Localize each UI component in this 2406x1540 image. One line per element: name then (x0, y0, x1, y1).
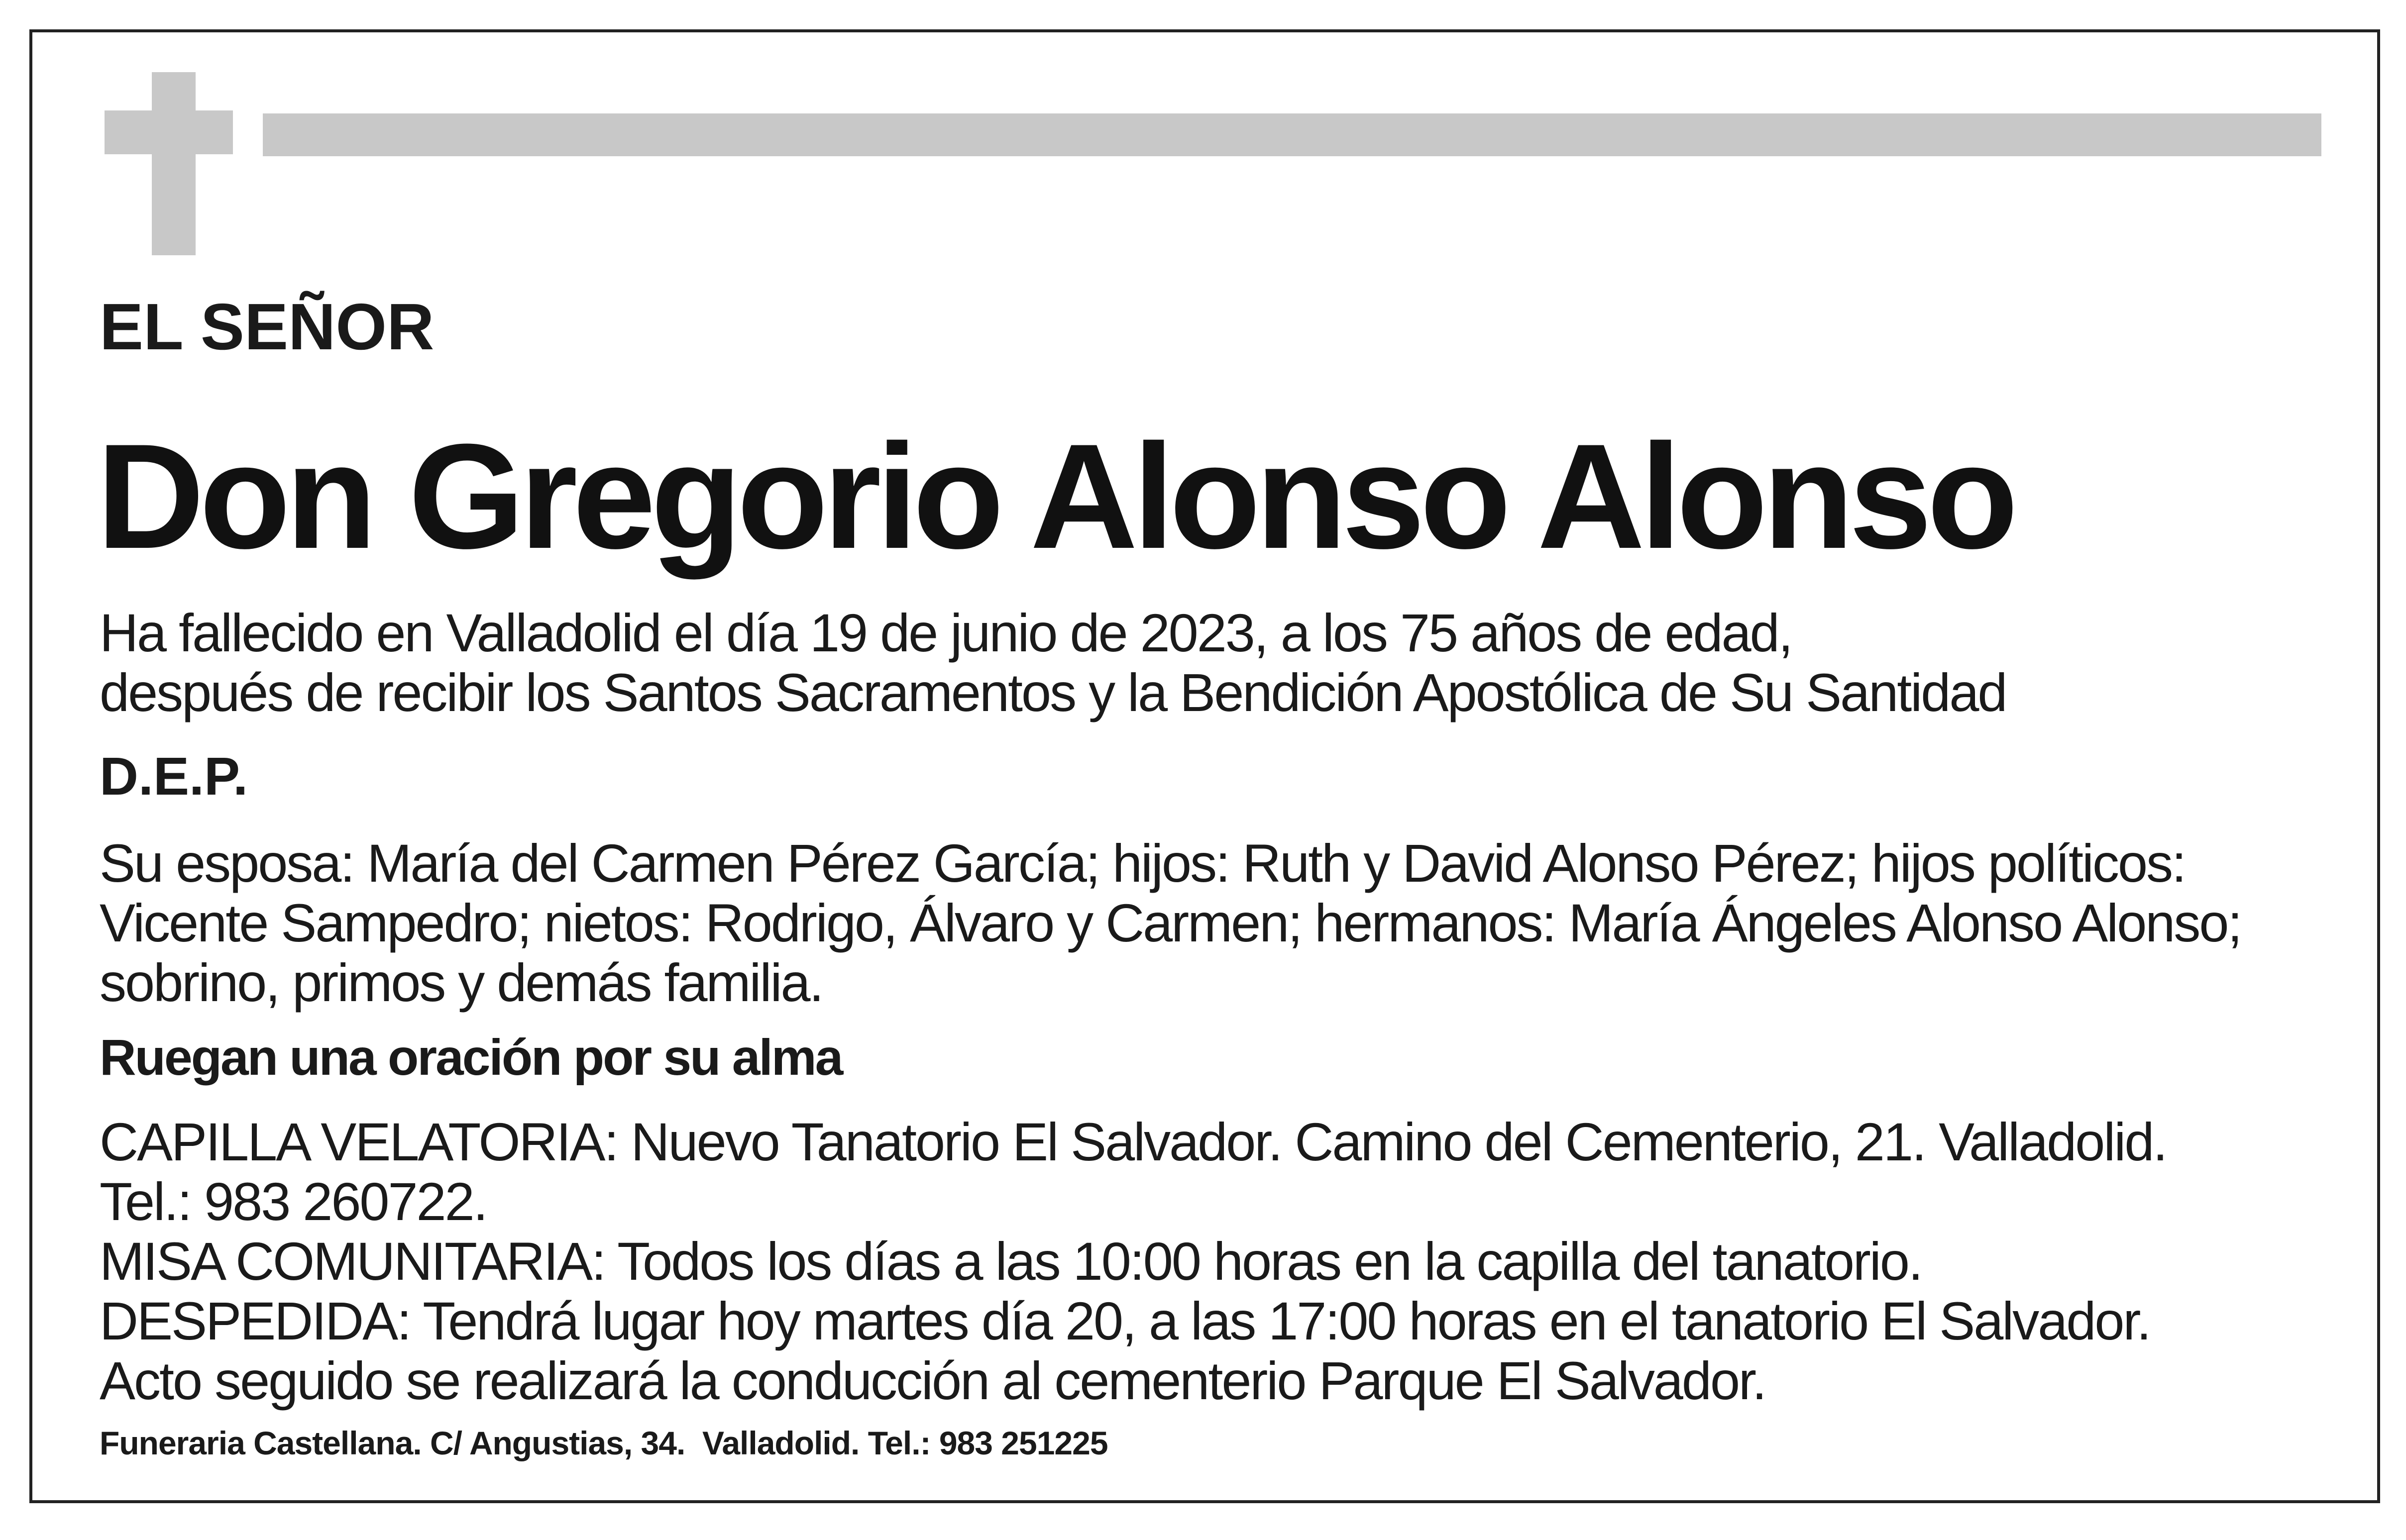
deceased-name: Don Gregorio Alonso Alonso (97, 412, 2013, 580)
family-list (100, 833, 2241, 1013)
service-line: Tel.: 983 260722. (100, 1171, 487, 1232)
service-line: DESPEDIDA: Tendrá lugar hoy martes día 20, a las 17:00 horas en el tanatorio El Salvador. (100, 1291, 2150, 1351)
death-notice (100, 603, 2006, 722)
family-line: Su esposa: María del Carmen Pérez García; hijos: Ruth y David Alonso Pérez; hijos políticos: (100, 833, 2186, 893)
cross-icon-crossbar (105, 110, 233, 154)
service-line: MISA COMUNITARIA: Todos los días a las 10:00 horas en la capilla del tanatorio. (100, 1231, 1922, 1291)
family-line: sobrino, primos y demás familia. (100, 952, 823, 1013)
death-notice-line: Ha fallecido en Valladolid el día 19 de junio de 2023, a los 75 años de edad, (100, 603, 1792, 663)
service-details (100, 1112, 2166, 1411)
cross-icon (152, 72, 196, 255)
service-line: Acto seguido se realizará la conducción al cementerio Parque El Salvador. (100, 1350, 1766, 1411)
honorific: EL SEÑOR (100, 290, 435, 363)
funeral-home-footer: Funeraria Castellana. C/ Angustias, 34. Valladolid. Tel.: 983 251225 (100, 1425, 1108, 1461)
header-bar (263, 113, 2321, 156)
death-notice-line: después de recibir los Santos Sacramentos y la Bendición Apostólica de Su Santidad (100, 662, 2006, 722)
family-line: Vicente Sampedro; nietos: Rodrigo, Álvaro y Carmen; hermanos: María Ángeles Alonso Alonso; (100, 893, 2241, 953)
prayer-request: Ruegan una oración por su alma (100, 1029, 842, 1086)
service-line: CAPILLA VELATORIA: Nuevo Tanatorio El Salvador. Camino del Cementerio, 21. Valladolid. (100, 1112, 2167, 1172)
dep-label: D.E.P. (100, 746, 248, 806)
